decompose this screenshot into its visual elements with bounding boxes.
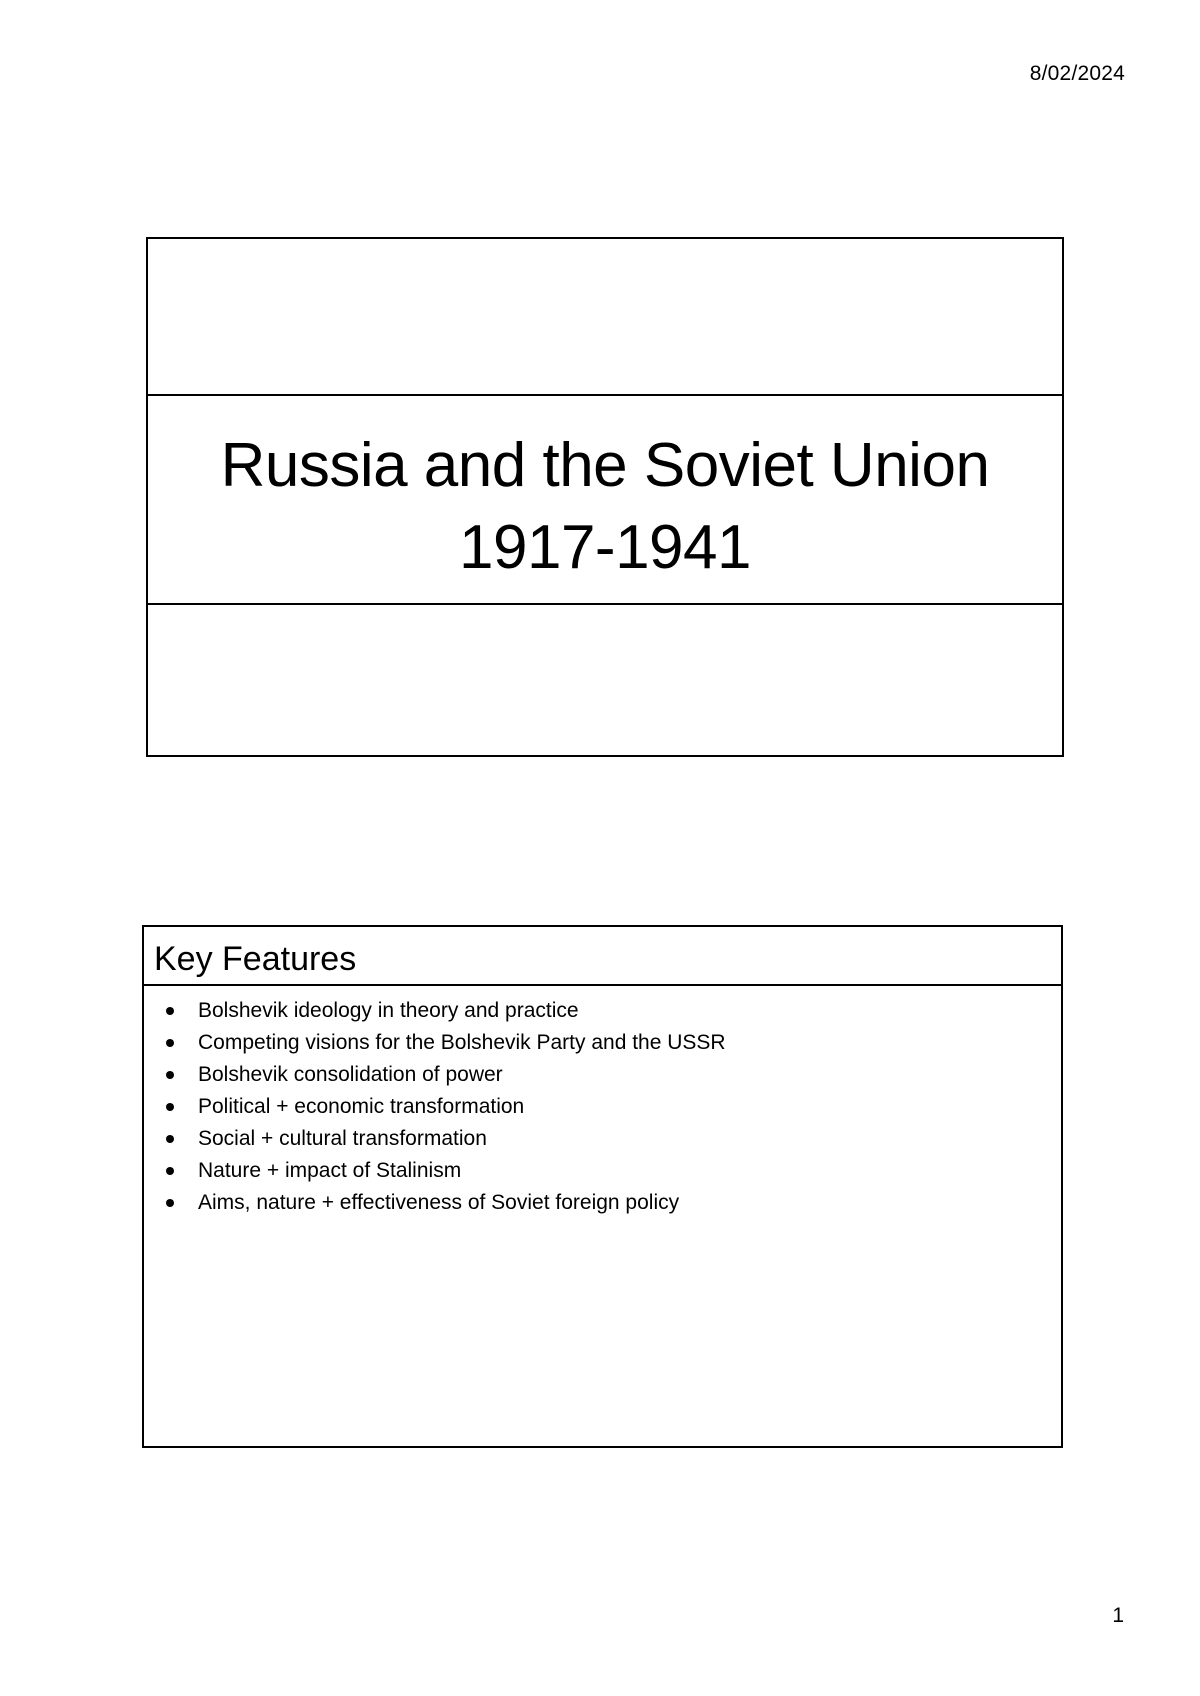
title-slide [146, 237, 1064, 757]
bullet-icon [166, 1039, 174, 1047]
bullet-icon [166, 1071, 174, 1079]
title-slide-top-divider [148, 394, 1062, 396]
list-item [144, 1027, 726, 1059]
list-item [144, 1059, 726, 1091]
list-item [144, 995, 726, 1027]
heading-divider [144, 984, 1061, 986]
key-features-slide [142, 925, 1063, 1448]
bullet-icon [166, 1167, 174, 1175]
slide-title-line-2: 1917-1941 [459, 513, 751, 582]
bullet-icon [166, 1199, 174, 1207]
list-item [144, 1091, 726, 1123]
page-number: 1 [1112, 1604, 1124, 1627]
slide-title-line-1: Russia and the Soviet Union [220, 431, 990, 500]
key-features-list [144, 995, 726, 1219]
title-slide-bottom-divider [148, 603, 1062, 605]
list-item-text: Social + cultural transformation [198, 1127, 487, 1150]
bullet-icon [166, 1103, 174, 1111]
list-item-text: Political + economic transformation [198, 1095, 525, 1118]
key-features-heading: Key Features [154, 940, 357, 978]
list-item-text: Aims, nature + effectiveness of Soviet foreign policy [198, 1191, 680, 1214]
list-item-text: Bolshevik ideology in theory and practice [198, 999, 579, 1022]
bullet-icon [166, 1007, 174, 1015]
list-item-text: Nature + impact of Stalinism [198, 1159, 462, 1182]
list-item [144, 1155, 726, 1187]
list-item [144, 1187, 726, 1219]
list-item-text: Bolshevik consolidation of power [198, 1063, 503, 1086]
slide-title [148, 425, 1062, 589]
list-item-text: Competing visions for the Bolshevik Party and the USSR [198, 1031, 726, 1054]
bullet-icon [166, 1135, 174, 1143]
page-date: 8/02/2024 [1029, 62, 1125, 85]
list-item [144, 1123, 726, 1155]
